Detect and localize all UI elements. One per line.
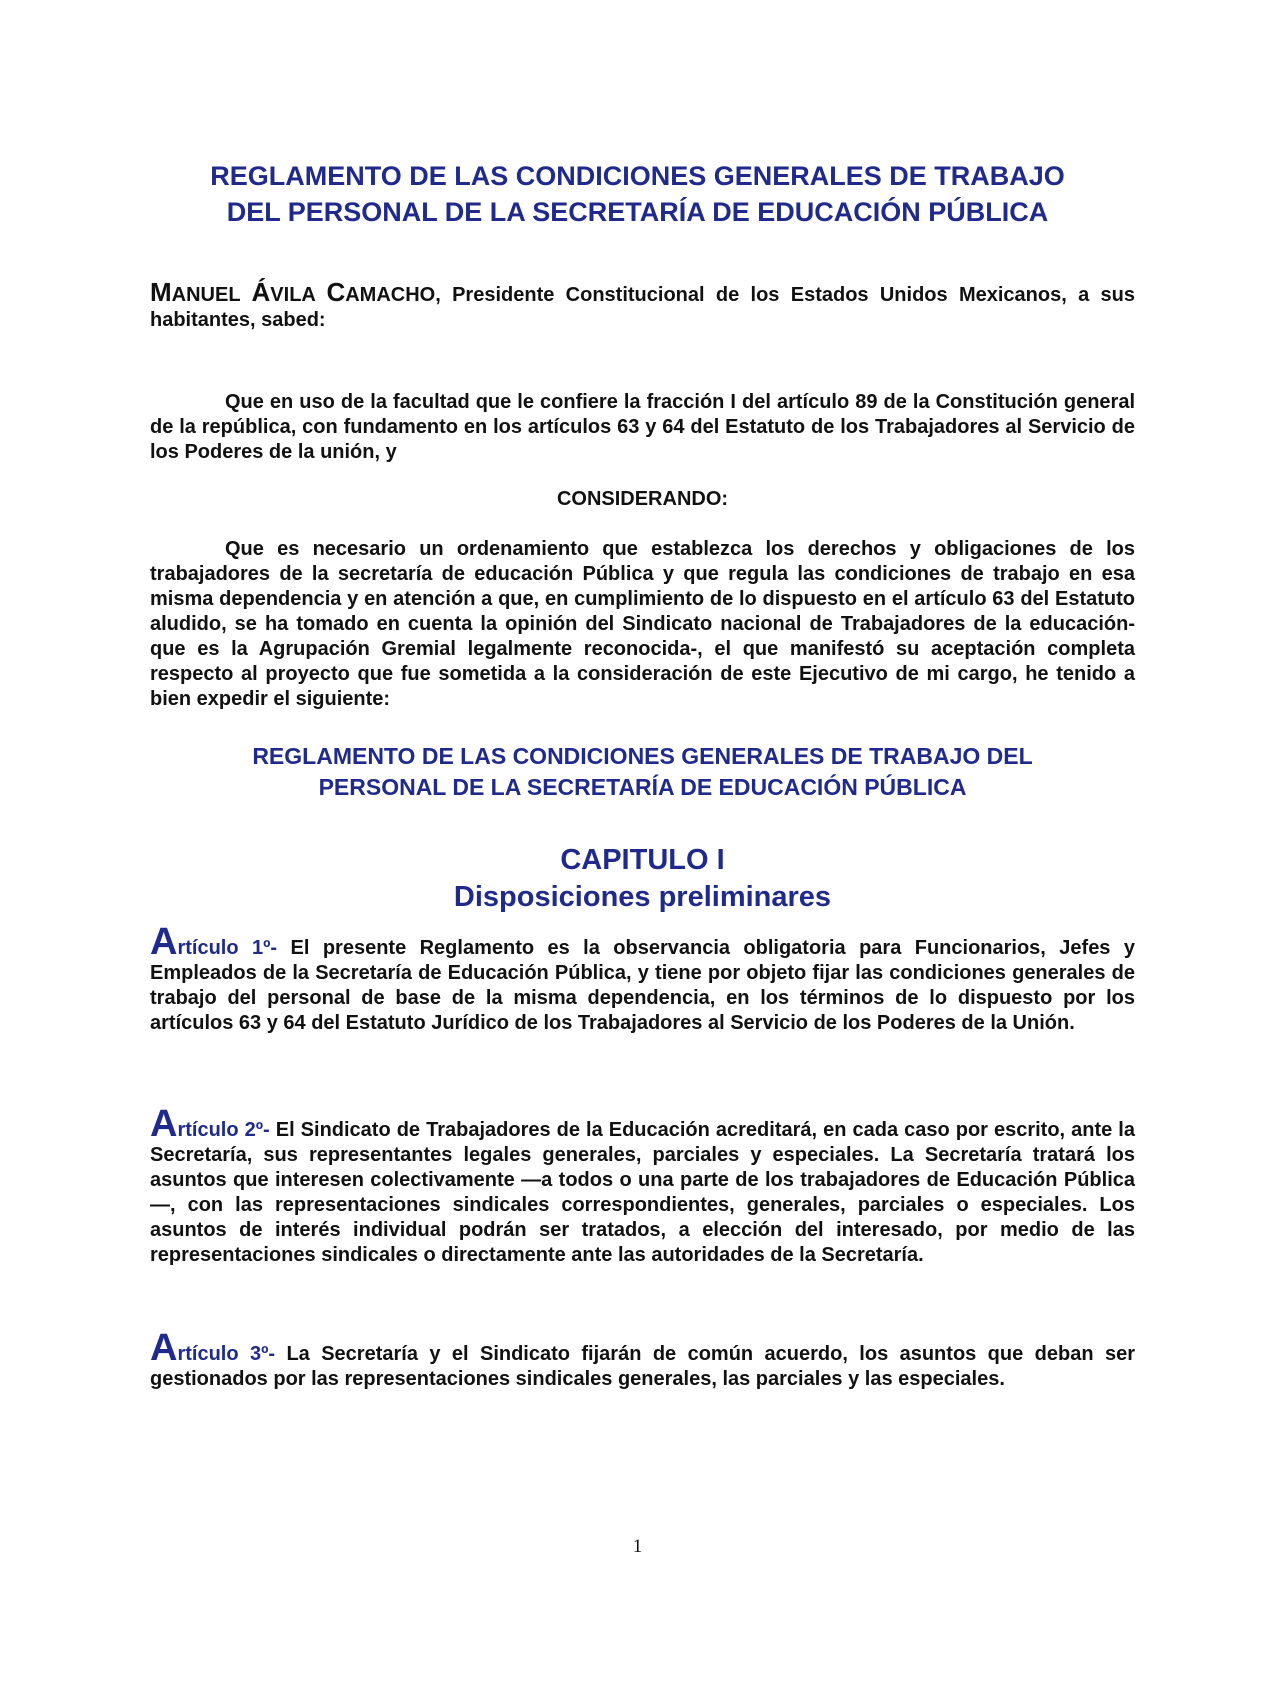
chapter-heading xyxy=(150,842,1135,916)
name-initial-c: C xyxy=(326,277,346,307)
article-3-label: rtículo 3º- xyxy=(177,1343,276,1365)
name-part-3: AMACHO xyxy=(345,284,436,306)
document-title-line-1: REGLAMENTO DE LAS CONDICIONES GENERALES DE TRABAJO xyxy=(210,161,1065,191)
article-2-label: rtículo 2º- xyxy=(177,1119,270,1141)
page-number: 1 xyxy=(632,1536,643,1557)
article-3-text: La Secretaría y el Sindicato fijarán de común acuerdo, los asuntos que deban ser gestionados por las representaciones sindicales generales, las parciales y las especiales. xyxy=(150,1343,1135,1390)
article-1 xyxy=(150,921,1135,1036)
article-1-label: rtículo 1º- xyxy=(177,937,278,959)
considerando-heading: CONSIDERANDO: xyxy=(556,488,729,510)
preamble-paragraph: Que en uso de la facultad que le confiere la fracción I del artículo 89 de la Constitución general de la república, con fundamento en los artículos 63 y 64 del Estatuto de los Trabajadores al Servicio de los Poderes de la unión, y xyxy=(150,391,1135,463)
article-2-initial: A xyxy=(150,1103,178,1145)
name-initial-m: M xyxy=(150,277,172,307)
document-title xyxy=(150,158,1125,230)
considerando-paragraph: Que es necesario un ordenamiento que establezca los derechos y obligaciones de los trabajadores de la secretaría de educación Pública y que regula las condiciones de trabajo en esa misma dependencia y en atención a que, en cumplimiento de lo dispuesto en el artículo 63 del Estatuto aludido, se ha tomado en cuenta la opinión del Sindicato nacional de Trabajadores de la educación- que es la Agrupación Gremial legalmente reconocida-, el que manifestó su aceptación completa respecto al proyecto que fue sometida a la consideración de este Ejecutivo de mi cargo, he tenido a bien expedir el siguiente: xyxy=(150,538,1135,710)
chapter-title: Disposiciones preliminares xyxy=(453,881,832,913)
article-1-text: El presente Reglamento es la observancia obligatoria para Funcionarios, Jefes y Empleados de la Secretaría de Educación Pública, y tiene por objeto fijar las condiciones generales de trabajo del personal de base de la misma dependencia, en los términos de lo dispuesto por los artículos 63 y 64 del Estatuto Jurídico de los Trabajadores al Servicio de los Poderes de la Unión. xyxy=(150,937,1135,1034)
name-part-2: VILA xyxy=(270,284,327,306)
regulation-title-line-2: PERSONAL DE LA SECRETARÍA DE EDUCACIÓN PÚBLICA xyxy=(318,774,967,800)
article-3-initial: A xyxy=(150,1327,178,1369)
intro-text: , Presidente Constitucional de los Estados Unidos Mexicanos, a sus habitantes, sabed: xyxy=(150,284,1135,331)
regulation-title-line-1: REGLAMENTO DE LAS CONDICIONES GENERALES DE TRABAJO DEL xyxy=(252,743,1033,769)
name-part-1: ANUEL xyxy=(171,284,252,306)
document-title-line-2: DEL PERSONAL DE LA SECRETARÍA DE EDUCACIÓN PÚBLICA xyxy=(226,197,1049,227)
article-2-text: El Sindicato de Trabajadores de la Educación acreditará, en cada caso por escrito, ante la Secretaría, sus representantes legales generales, parciales y especiales. La Secretaría tratará los asuntos que interesen colectivamente —a todos o una parte de los trabajadores de Educación Pública—, con las representaciones sindicales correspondientes, generales, parciales o especiales. Los asuntos de interés individual podrán ser tratados, a elección del interesado, por medio de las representaciones sindicales o directamente ante las autoridades de la Secretaría. xyxy=(150,1119,1135,1266)
intro-paragraph xyxy=(150,277,1135,333)
name-initial-a: Á xyxy=(251,277,271,307)
article-1-initial: A xyxy=(150,921,178,963)
article-3 xyxy=(150,1327,1135,1392)
chapter-number: CAPITULO I xyxy=(560,844,725,876)
regulation-title xyxy=(150,741,1135,803)
article-2 xyxy=(150,1103,1135,1268)
